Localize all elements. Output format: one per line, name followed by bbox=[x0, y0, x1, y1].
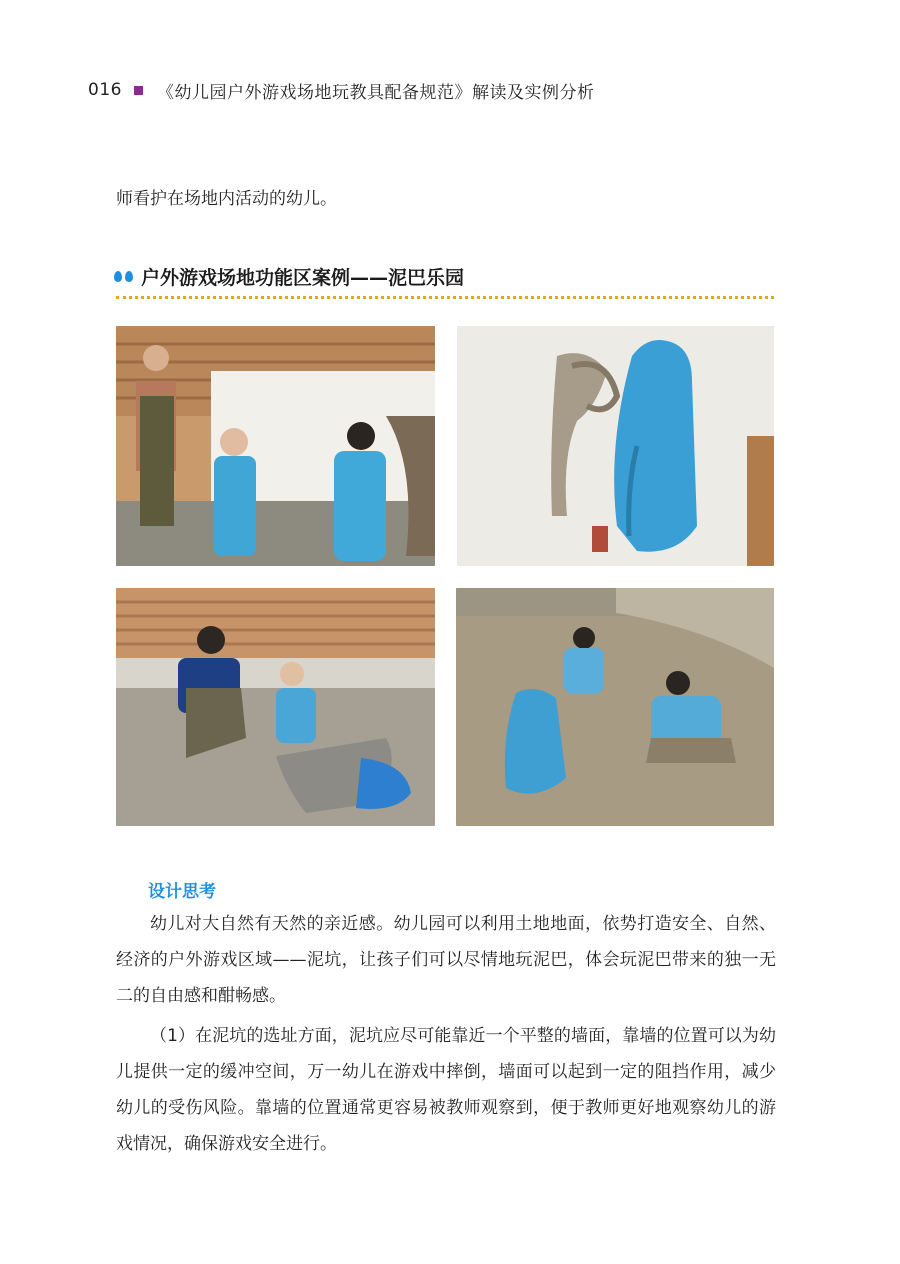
section-heading bbox=[114, 263, 464, 290]
photo-mud-wall-painting bbox=[116, 326, 435, 566]
running-header bbox=[88, 78, 594, 102]
body-paragraph: （1）在泥坑的选址方面，泥坑应尽可能靠近一个平整的墙面，靠墙的位置可以为幼儿提供一定的缓冲空间，万一幼儿在游戏中摔倒，墙面可以起到一定的阻挡作用，减少幼儿的受伤风险。靠墙的位置通常更容易被教师观察到，便于教师更好地观察幼儿的游戏情况，确保游戏安全进行。 bbox=[116, 1026, 776, 1154]
footprint-drops-icon bbox=[114, 271, 133, 282]
photo-children-in-mud-pit bbox=[456, 588, 774, 826]
photo-child-smearing-mud bbox=[457, 326, 774, 566]
header-square-marker bbox=[134, 86, 143, 95]
dotted-divider bbox=[116, 296, 774, 299]
section-heading-text: 户外游戏场地功能区案例——泥巴乐园 bbox=[141, 267, 465, 289]
book-title: 《幼儿园户外游戏场地玩教具配备规范》解读及实例分析 bbox=[156, 82, 595, 103]
page-number: 016 bbox=[88, 80, 122, 100]
photo-teacher-child-in-mud bbox=[116, 588, 435, 826]
design-subheading: 设计思考 bbox=[148, 882, 216, 902]
continuation-text: 师看护在场地内活动的幼儿。 bbox=[116, 189, 337, 209]
body-paragraph: 幼儿对大自然有天然的亲近感。幼儿园可以利用土地地面，依势打造安全、自然、经济的户外游戏区域——泥坑，让孩子们可以尽情地玩泥巴，体会玩泥巴带来的独一无二的自由感和酣畅感。 bbox=[116, 914, 776, 1006]
